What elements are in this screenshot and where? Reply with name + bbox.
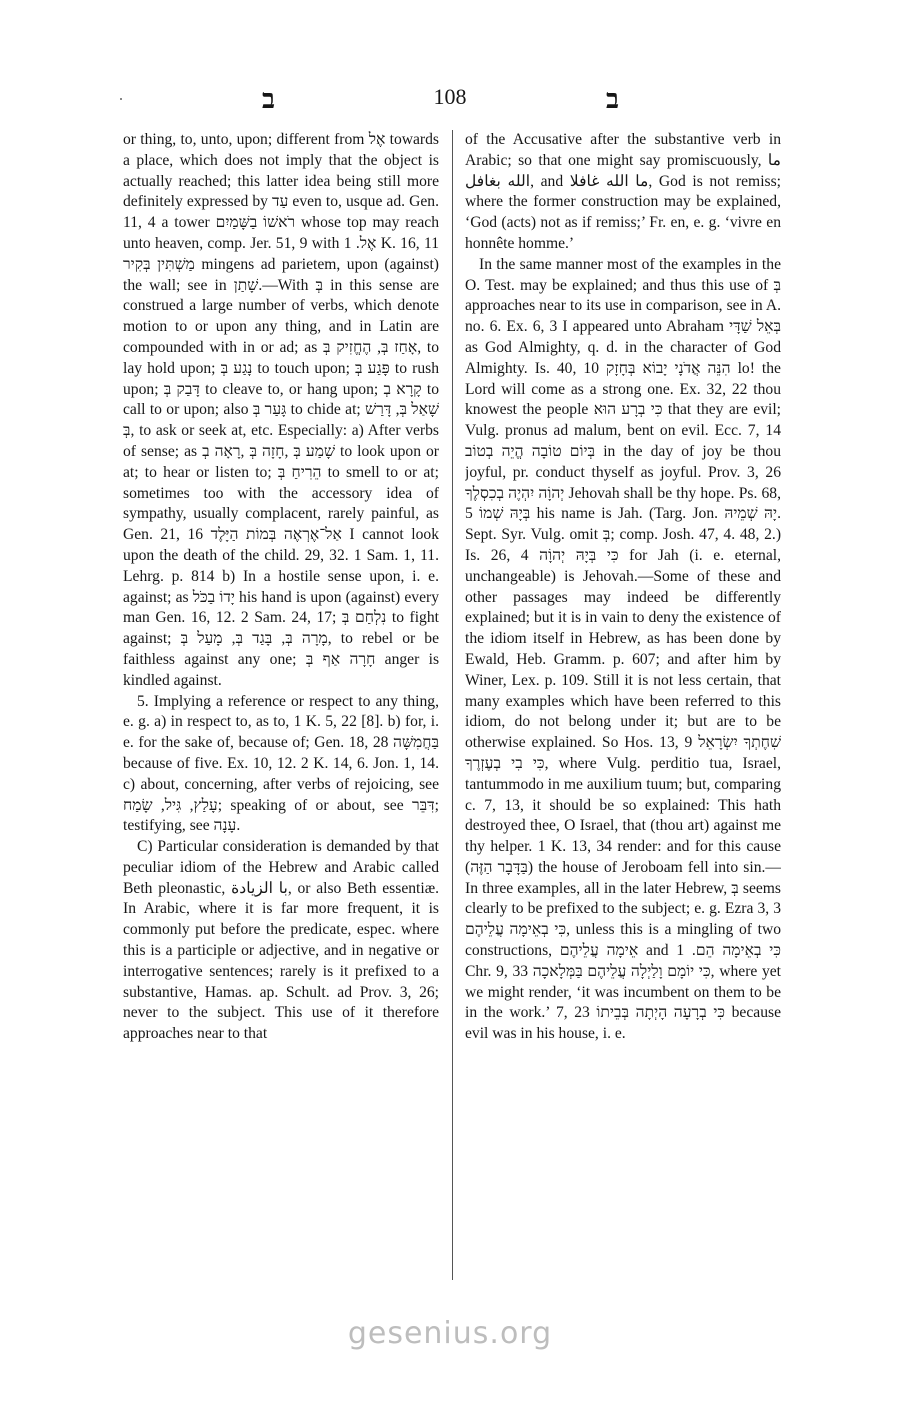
header-letter-right: ב: [606, 84, 620, 114]
watermark: gesenius.org: [347, 1316, 553, 1351]
paragraph: of the Accusative after the substantive verb in Arabic; so that one might say promiscuously, ما الله بغافل, and ما الله غافلا, God is not remiss; where the former construction may be explained, ‘God (acts) not as if remiss;’ Fr. en, e. g. ‘vivre en honnête homme.’: [465, 131, 781, 252]
paragraph: or thing, to, unto, upon; different from אֶל towards a place, which does not imply that the object is actually reached; this latter idea being still more definitely expressed by עַד even to, usque ad. Gen. 11, 4 a tower רֹאשׁוֹ בַשָּׁמַיִם whose top may reach unto heaven, comp. Jer. 51, 9 with אֶל. 1 K. 16, 11 מַשְׁתִּין בְּקִיר mingens ad parietem, upon (against) the wall; see in שָׁתַן.—With בְּ in this sense are construed a large number of verbs, which denote motion to or upon any thing, and in Latin are compounded with in or ad; as אָחַז בְּ, הֶחֱזִיק בְּ, to lay hold upon; נָגַע בְּ to touch upon; פָּגַע בְּ to rush upon; דָּבַק בְּ to cleave to, or hang upon; קָרָא בְ to call to or upon; also גָּעַר בְּ to chide at; שָׁאַל בְּ, דָּרַשׁ בְּ, to ask or seek at, etc. Especially: a) After verbs of sense; as שָׁמַע בְּ ,חָזָה בְּ ,רָאָה בְ to look upon or at; to hear or listen to; הֵרִיחַ בְּ to smell to or at; sometimes too with the accessory idea of sympathy, usually complacent, rarely painful, as Gen. 21, 16 אַל־אֶרְאֶה בְּמוֹת הַיָּלֶד I cannot look upon the death of the child. 29, 32. 1 Sam. 1, 11. Lehrg. p. 814 b) In a hostile sense upon, i. e. against; as יָדוֹ בַכֹּל his hand is upon (against) every man Gen. 16, 12. 2 Sam. 24, 17; נִלְחַם בְּ to fight against; מָרָה בְּ, בָּגַד בְּ, מָעַל בְּ, to rebel or be faithless against any one; חָרָה אַף בְּ anger is kindled against.: [123, 131, 439, 689]
paragraph: In the same manner most of the examples in the O. Test. may be explained; and thus this use of בְּ approaches near to its use in comparison, see in A. no. 6. Ex. 6, 3 I appeared unto Abraham בְּאֵל שַׁדָּי as God Almighty, q. d. in the character of God Almighty. Is. 40, 10 הִנֵּה אֲדֹנָי יָבוֹא בְּחָזָק lo! the Lord will come as a strong one. Ex. 32, 22 thou knowest the people כִּי בְרָע הוּא that they are evil; Vulg. pronus ad malum, bent on evil. Ecc. 7, 14 בְּיוֹם טוֹבָה הֱיֵה בְטוֹב in the day of joy be thou joyful, pr. conduct thyself as joyful. Prov. 3, 26 יְהוָֹה יִהְיֶה בְכִסְלֶךָ Jehovah shall be thy hope. Ps. 68, 5 בְּיָהּ שְׁמוֹ his name is Jah. (Targ. Jon. יָהּ שְׁמֵיהּ. Sept. Syr. Vulg. omit בְּ; comp. Josh. 47, 4. 48, 2.) Is. 26, 4 כִּי בְּיָהּ יְהוָֹה for Jah (i. e. eternal, unchangeable) is Jehovah.—Some of these and other passages may indeed be differently explained; but it is in vain to deny the existence of the idiom itself in Hebrew, as has been done by Ewald, Heb. Gramm. p. 607; and after him by Winer, Lex. p. 109. Still it is not less certain, that many examples which have been referred to this idiom, do not belong under it; but are to be otherwise explained. So Hos. 13, 9 שִׁחֶתְךָ יִשְׂרָאֵל כִּי בִי בְעֶזְרֶךָ, where Vulg. perditio tua, Israel, tantummodo in me auxilium tuum; but, comparing c. 7, 13, it should be so explained: This hath destroyed thee, O Israel, that (thou art) against me thy helper. 1 K. 13, 34 render: and for this cause (בַּדָּבָר הַזֶּה) the house of Jeroboam fell into sin.—In three examples, all in the later Hebrew, בְּ seems clearly to be prefixed to the subject; e. g. Ezra 3, 3 כִּי בְאֵימָה עֲלֵיהֶם, unless this is a mingling of two constructions, אֵימָה עֲלֵיהֶם and כִּי בְאֵימָה הֵם. 1 Chr. 9, 33 כִּי יוֹמָם וָלַיְלָה עֲלֵיהֶם בַּמְּלָאכָה, where yet we might render, ‘it was incumbent on them to be in the work.’ 7, 23 כִּי בְרָעָה הָיְתָה בְּבֵיתוֹ because evil was in his house, i. e.: [465, 255, 781, 1043]
left-column: [123, 130, 439, 1298]
paragraph: 5. Implying a reference or respect to any thing, e. g. a) in respect to, as to, 1 K. 5, 22 [8]. b) for, i. e. for the sake of, because of; Gen. 18, 28 בַּחֲמִשָּׁה because of five. Ex. 10, 12. 2 K. 14, 6. Jon. 1, 14. c) about, concerning, after verbs of rejoicing, see עָלַץ, גִּיל, שָׂמַח; speaking of or about, see דִּבֵּר; testifying, see עָנָה.: [123, 692, 439, 835]
page-number: 108: [433, 84, 467, 109]
paragraph: C) Particular consideration is demanded by that peculiar idiom of the Hebrew and Arabic called Beth pleonastic, با الزيادة, or also Beth essentiæ. In Arabic, where it is far more frequent, it is commonly put before the predicate, espec. where this is a participle or adjective, and in negative or interrogative sentences; rarely is it prefixed to a substantive, Hamas. ap. Schult. ad Prov. 3, 26; never to the subject. This use of it therefore approaches near to that: [123, 838, 439, 1043]
header-letter-left: ב: [262, 84, 276, 114]
right-column: [465, 130, 781, 1298]
column-divider: [452, 130, 453, 1280]
